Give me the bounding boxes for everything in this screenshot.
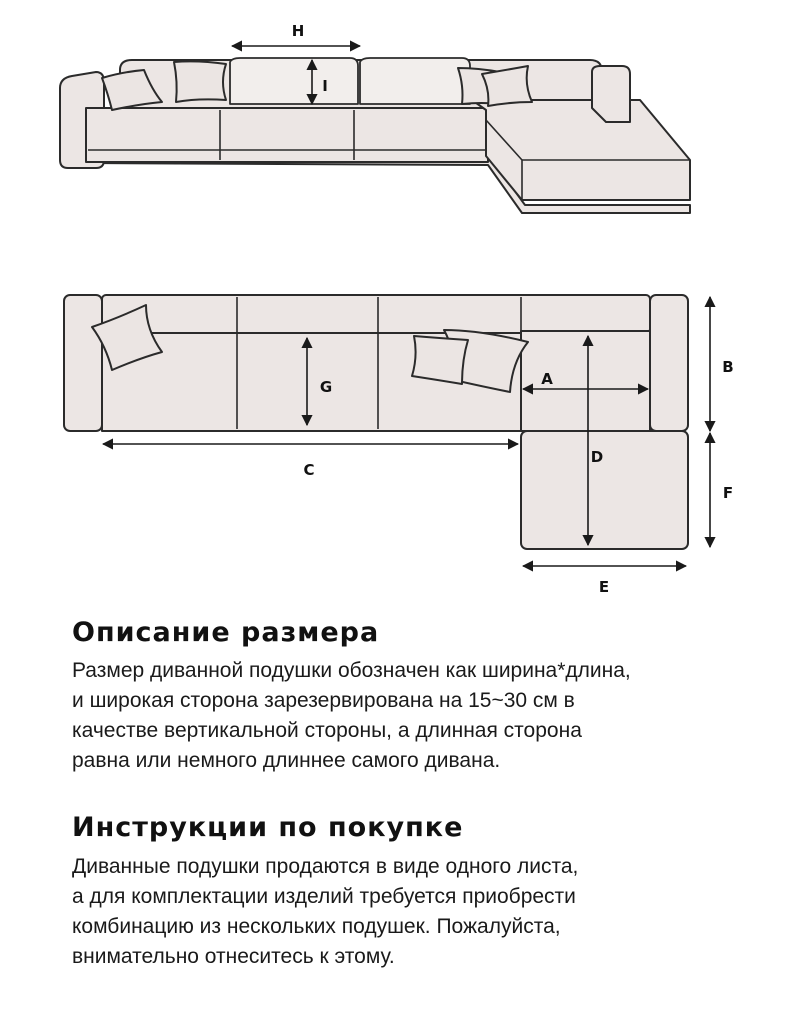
- top-right-armrest: [650, 295, 688, 431]
- dimension-label-h: H: [291, 22, 305, 40]
- text-line: комбинацию из нескольких подушек. Пожалуйста,: [72, 915, 561, 938]
- dimension-label-b: B: [722, 358, 734, 376]
- right-armrest: [592, 66, 630, 122]
- size-description-title: Описание размера: [72, 617, 380, 648]
- top-chaise: [521, 431, 688, 549]
- dimension-label-f: F: [722, 484, 734, 502]
- sofa-top-view: [64, 295, 734, 596]
- text-line: качестве вертикальной стороны, а длинная сторона: [72, 719, 582, 742]
- size-description-text: [72, 656, 631, 776]
- text-line: внимательно отнеситесь к этому.: [72, 945, 395, 968]
- text-line: Размер диванной подушки обозначен как ширина*длина,: [72, 659, 631, 682]
- text-line: а для комплектации изделий требуется приобрести: [72, 885, 576, 908]
- dimension-label-i: I: [322, 77, 328, 95]
- text-line: Диванные подушки продаются в виде одного листа,: [72, 855, 579, 878]
- dimension-label-g: G: [319, 378, 333, 396]
- seat-base: [86, 108, 488, 162]
- dimension-label-a: A: [541, 370, 553, 388]
- text-line: равна или немного длиннее самого дивана.: [72, 749, 501, 772]
- purchase-instructions-title: Инструкции по покупке: [72, 812, 464, 843]
- sofa-perspective-view: [60, 22, 690, 213]
- purchase-instructions-text: [72, 852, 578, 972]
- top-left-armrest: [64, 295, 102, 431]
- dimension-label-d: D: [590, 448, 604, 466]
- text-line: и широкая сторона зарезервирована на 15~30 см в: [72, 689, 575, 712]
- dimension-label-e: E: [598, 578, 610, 596]
- dimension-label-c: C: [303, 461, 315, 479]
